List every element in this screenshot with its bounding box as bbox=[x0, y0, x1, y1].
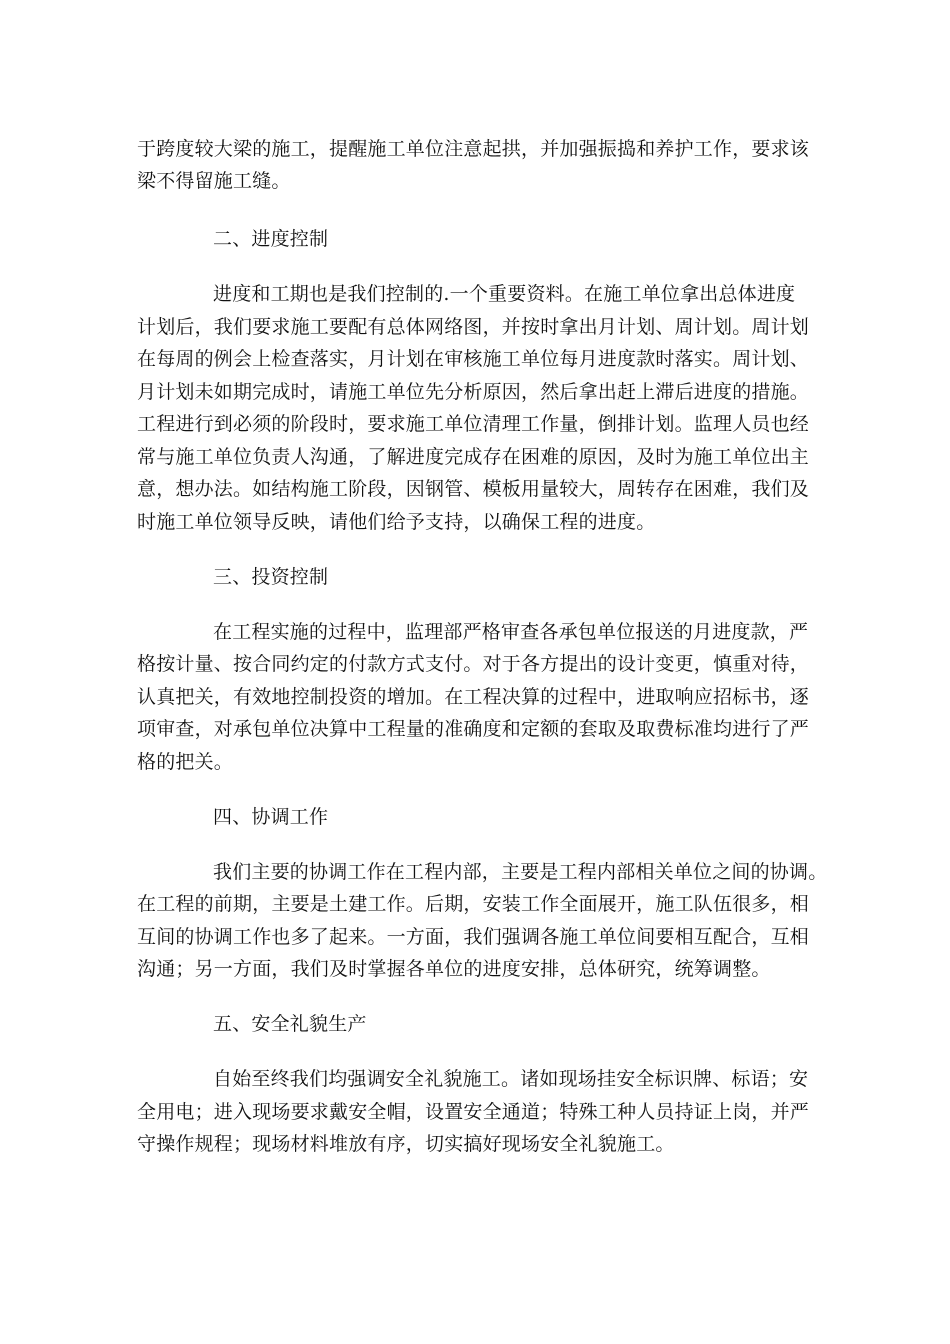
paragraph-line: 我们主要的协调工作在工程内部，主要是工程内部相关单位之间的协调。 bbox=[213, 861, 828, 883]
section-heading-safety: 五、安全礼貌生产 bbox=[213, 1013, 367, 1035]
paragraph-line: 守操作规程；现场材料堆放有序，切实搞好现场安全礼貌施工。 bbox=[137, 1133, 675, 1155]
paragraph-line: 格按计量、按合同约定的付款方式支付。对于各方提出的设计变更，慎重对待， bbox=[137, 653, 810, 675]
paragraph-line: 计划后，我们要求施工要配有总体网络图，并按时拿出月计划、周计划。周计划 bbox=[137, 316, 810, 338]
paragraph-line: 在每周的例会上检查落实，月计划在审核施工单位每月进度款时落实。周计划、 bbox=[137, 348, 810, 370]
section-heading-schedule-control: 二、进度控制 bbox=[213, 228, 329, 250]
paragraph-line: 工程进行到必须的阶段时，要求施工单位清理工作量，倒排计划。监理人员也经 bbox=[137, 413, 810, 435]
paragraph-line: 沟通；另一方面，我们及时掌握各单位的进度安排，总体研究，统筹调整。 bbox=[137, 958, 771, 980]
paragraph-line: 认真把关，有效地控制投资的增加。在工程决算的过程中，进取响应招标书，逐 bbox=[137, 686, 810, 708]
paragraph-line: 意，想办法。如结构施工阶段，因钢管、模板用量较大，周转存在困难，我们及 bbox=[137, 478, 810, 500]
paragraph-line: 在工程实施的过程中，监理部严格审查各承包单位报送的月进度款，严 bbox=[213, 621, 809, 643]
paragraph-line: 进度和工期也是我们控制的.一个重要资料。在施工单位拿出总体进度 bbox=[213, 283, 796, 305]
paragraph-line: 项审查，对承包单位决算中工程量的准确度和定额的套取及取费标准均进行了严 bbox=[137, 718, 810, 740]
paragraph-line: 在工程的前期，主要是土建工作。后期，安装工作全面展开，施工队伍很多，相 bbox=[137, 893, 810, 915]
paragraph-line: 月计划未如期完成时，请施工单位先分析原因，然后拿出赶上滞后进度的措施。 bbox=[137, 381, 810, 403]
paragraph-line: 常与施工单位负责人沟通，了解进度完成存在困难的原因，及时为施工单位出主 bbox=[137, 446, 810, 468]
paragraph-line: 自始至终我们均强调安全礼貌施工。诸如现场挂安全标识牌、标语；安 bbox=[213, 1068, 809, 1090]
section-heading-coordination: 四、协调工作 bbox=[213, 806, 329, 828]
paragraph-line: 梁不得留施工缝。 bbox=[137, 170, 291, 192]
paragraph-line: 时施工单位领导反映，请他们给予支持，以确保工程的进度。 bbox=[137, 511, 656, 533]
paragraph-line: 格的把关。 bbox=[137, 751, 234, 773]
paragraph-line: 于跨度较大梁的施工，提醒施工单位注意起拱，并加强振捣和养护工作，要求该 bbox=[137, 138, 810, 160]
paragraph-line: 全用电；进入现场要求戴安全帽，设置安全通道；特殊工种人员持证上岗，并严 bbox=[137, 1101, 810, 1123]
paragraph-line: 互间的协调工作也多了起来。一方面，我们强调各施工单位间要相互配合，互相 bbox=[137, 926, 810, 948]
section-heading-investment-control: 三、投资控制 bbox=[213, 566, 329, 588]
